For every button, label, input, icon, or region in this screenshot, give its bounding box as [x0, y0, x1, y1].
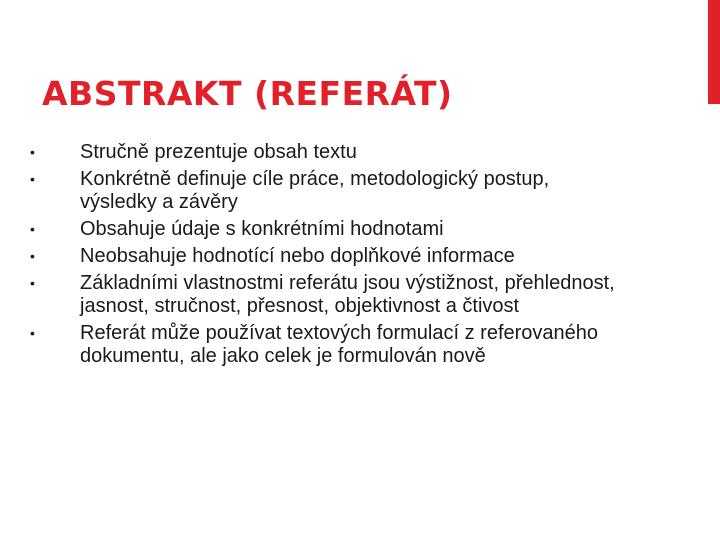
bullet-item	[30, 272, 630, 318]
bullet-item	[30, 141, 630, 164]
bullet-item	[30, 168, 630, 214]
bullet-icon: •	[30, 275, 35, 291]
bullet-item	[30, 245, 630, 268]
bullet-icon: •	[30, 325, 35, 341]
bullet-text: Stručně prezentuje obsah textu	[80, 141, 357, 163]
bullet-icon: •	[30, 221, 35, 237]
bullet-icon: •	[30, 144, 35, 160]
bullet-text: Referát může používat textových formulací z referovaného dokumentu, ale jako celek je formulován nově	[80, 322, 599, 367]
bullet-text: Neobsahuje hodnotící nebo doplňkové informace	[80, 245, 515, 267]
bullet-icon: •	[30, 248, 35, 264]
bullet-item	[30, 218, 630, 241]
bullet-text: Základními vlastnostmi referátu jsou výstižnost, přehlednost, jasnost, stručnost, přesnost, objektivnost a čtivost	[80, 272, 615, 317]
bullet-text: Obsahuje údaje s konkrétními hodnotami	[80, 218, 444, 240]
slide-title: ABSTRAKT (REFERÁT)	[42, 74, 453, 113]
bullet-item	[30, 322, 630, 368]
bullet-list	[30, 141, 630, 372]
bullet-text: Konkrétně definuje cíle práce, metodologický postup, výsledky a závěry	[80, 168, 550, 213]
bullet-icon: •	[30, 171, 35, 187]
accent-bar	[708, 0, 720, 104]
